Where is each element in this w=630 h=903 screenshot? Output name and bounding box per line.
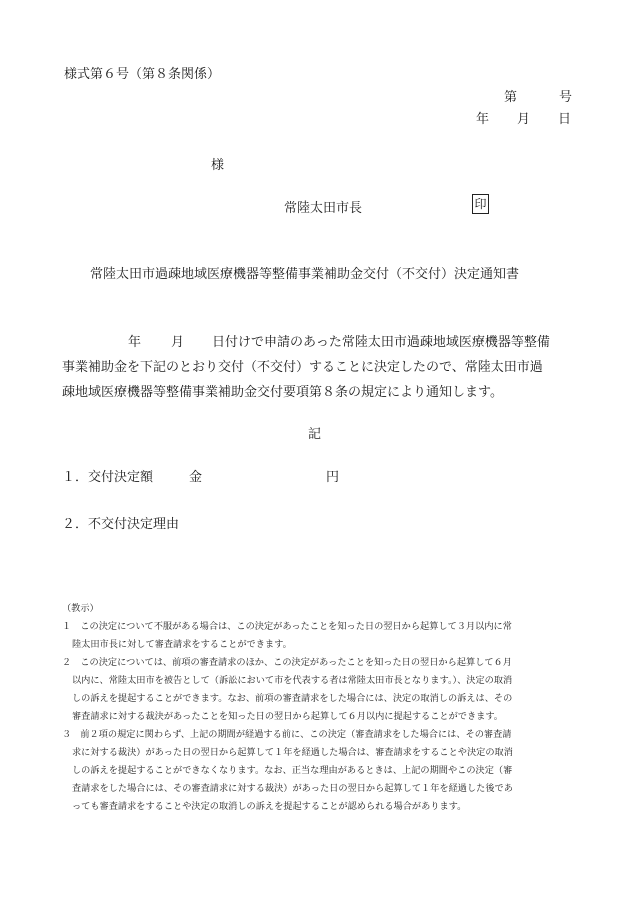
seal-mark: 印 [472,194,489,214]
document-number [504,86,572,105]
document-title: 常陸太田市過疎地域医療機器等整備事業補助金交付（不交付）決定通知書 [90,267,520,282]
body-line-3: 疎地域医療機器等整備事業補助金交付要項第８条の規定により通知します。 [62,385,503,400]
notes-heading: （教示） [62,603,99,614]
note-3-line-2: 求に対する裁決）があった日の翌日から起算して１年を経過した場合は、審査請求をすることや決定の取消 [72,747,513,758]
note-3-line-1: ３ 前２項の規定に関わらず、上記の期間が経過する前に、この決定（審査請求をした場合には、その審査請 [62,729,512,740]
body-line-1-text: 日付けで申請のあった常陸太田市過疎地域医療機器等整備 [212,335,550,350]
addressee: 様 [211,158,225,173]
ki-heading: 記 [308,427,322,442]
doc-number-prefix: 第 [504,90,518,105]
date-month: 月 [517,112,531,127]
grant-amount-label: １．交付決定額 [62,470,154,485]
date-year: 年 [476,112,490,127]
note-2-line-4: 審査請求に対する裁決があったことを知った日の翌日から起算して６月以内に提起することができます。 [72,711,503,722]
body-line-1 [62,330,592,355]
date-day: 日 [558,112,572,127]
note-2-line-3: しの訴えを提起することができます。なお、前項の審査請求をした場合には、決定の取消しの訴えは、その [72,693,513,704]
notice-body [62,330,592,405]
doc-number-suffix: 号 [559,90,573,105]
note-3-line-3: しの訴えを提起することができなくなります。なお、正当な理由があるときは、上記の期間やこの決定（審 [72,765,513,776]
form-number: 様式第６号（第８条関係） [64,67,221,82]
grant-amount-item [62,466,339,485]
body-month: 月 [171,335,185,350]
note-3-line-4: 査請求をした場合には、その審査請求に対する裁決）があった日の翌日から起算して１年を経過した後であ [72,783,513,794]
non-grant-reason-item: ２．不交付決定理由 [62,517,180,532]
note-1-line-2: 陸太田市長に対して審査請求をすることができます。 [72,639,292,650]
issue-date [476,108,571,127]
appeal-instructions [62,600,582,816]
note-2-line-2: 以内に、常陸太田市を被告として（訴訟において市を代表する者は常陸太田市長となります。）、決定の取消 [72,675,513,686]
issuer-name: 常陸太田市長 [284,201,363,216]
note-1-line-1: １ この決定について不服がある場合は、この決定があったことを知った日の翌日から起算して３月以内に常 [62,621,512,632]
body-year: 年 [128,335,142,350]
note-3-line-5: っても審査請求をすることや決定の取消しの訴えを提起することが認められる場合があります。 [72,801,467,812]
body-line-2: 事業補助金を下記のとおり交付（不交付）することに決定したので、常陸太田市過 [62,360,543,375]
note-2-line-1: ２ この決定については、前項の審査請求のほか、この決定があったことを知った日の翌日から起算して６月 [62,657,512,668]
amount-yen: 円 [326,470,340,485]
amount-kin: 金 [189,470,203,485]
